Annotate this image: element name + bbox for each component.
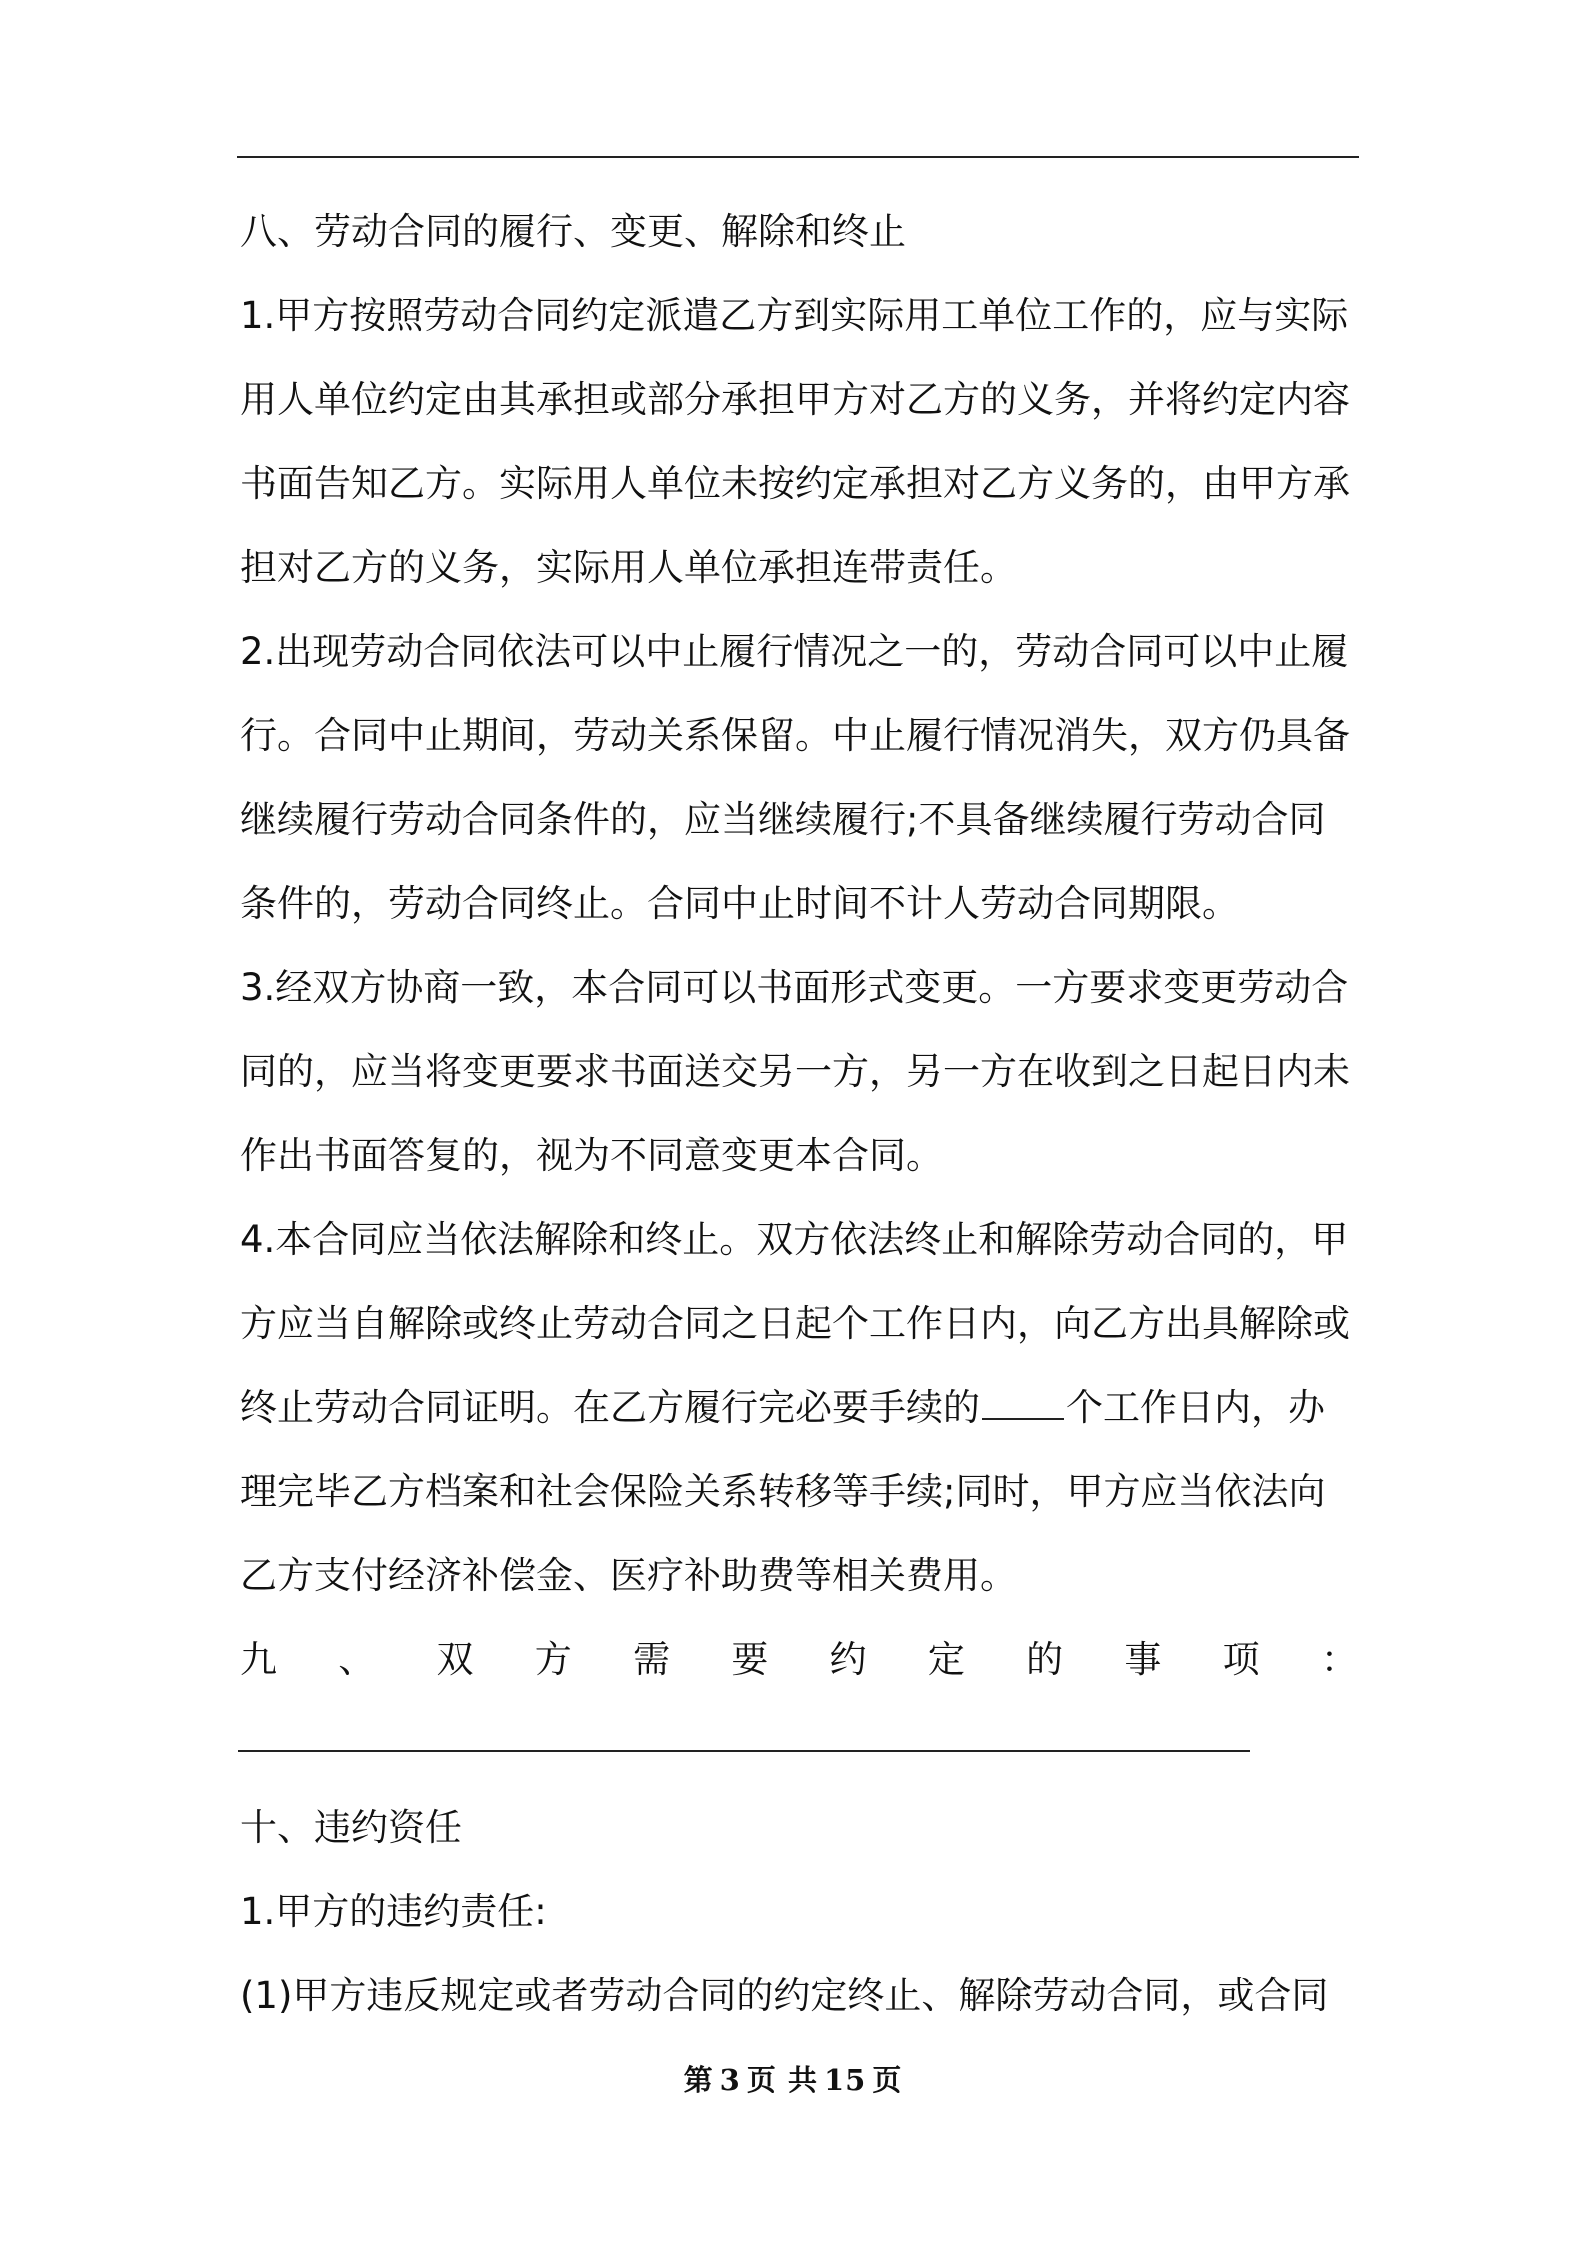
section-8-heading: 八、劳动合同的履行、变更、解除和终止 [240,210,906,253]
footer-suffix: 页 [872,2063,903,2097]
clause-8-2-line-2: 行。合同中止期间，劳动关系保留。中止履行情况消失，双方仍具备 [240,714,1350,757]
section-9-char: 方 [534,1638,572,1681]
blank-fill-line [982,1388,1064,1420]
clause-8-3-line-3: 作出书面答复的，视为不同意变更本合同。 [240,1134,943,1177]
section-9-char: 定 [927,1638,965,1681]
clause-8-2-line-4: 条件的，劳动合同终止。合同中止时间不计人劳动合同期限。 [240,882,1239,925]
clause-8-2-line-1: 2.出现劳动合同依法可以中止履行情况之一的，劳动合同可以中止履 [240,630,1349,673]
clause-10-1-1-line-1: (1)甲方违反规定或者劳动合同的约定终止、解除劳动合同，或合同 [240,1974,1329,2017]
clause-8-4-line-1: 4.本合同应当依法解除和终止。双方依法终止和解除劳动合同的，甲 [240,1218,1349,1261]
section-9-char: 事 [1124,1638,1162,1681]
section-9-char: 项 [1222,1638,1260,1681]
clause-10-1-title: 1.甲方的违约责任: [240,1890,547,1933]
clause-8-4-line-5: 乙方支付经济补偿金、医疗补助费等相关费用。 [240,1554,1017,1597]
page-footer [0,2058,1586,2099]
footer-middle: 页 共 [746,2063,818,2097]
clause-8-1-line-2: 用人单位约定由其承担或部分承担甲方对乙方的义务，并将约定内容 [240,378,1350,421]
header-rule [237,156,1359,158]
section-9-char: 要 [731,1638,769,1681]
section-9-char: 九 [240,1638,277,1681]
footer-total-pages: 15 [823,2063,867,2097]
clause-8-4-line-2: 方应当自解除或终止劳动合同之日起个工作日内，向乙方出具解除或 [240,1302,1350,1345]
clause-8-4-line-3-before: 终止劳动合同证明。在乙方履行完必要手续的 [240,1386,980,1429]
clause-8-4-line-4: 理完毕乙方档案和社会保险关系转移等手续;同时，甲方应当依法向 [240,1470,1326,1513]
clause-8-4-line-3 [240,1366,1358,1450]
footer-current-page: 3 [719,2063,741,2097]
document-body [240,190,1358,2038]
clause-8-1-line-1: 1.甲方按照劳动合同约定派遣乙方到实际用工单位工作的，应与实际 [240,294,1349,337]
section-9-heading [240,1618,1358,1702]
section-9-char: 、 [338,1638,376,1681]
section-10-heading: 十、违约资任 [240,1806,462,1849]
clause-8-4-line-3-after: 个工作日内，办 [1066,1386,1325,1429]
section-9-fill-line [240,1702,1358,1786]
clause-8-2-line-3: 继续履行劳动合同条件的，应当继续履行;不具备继续履行劳动合同 [240,798,1326,841]
clause-8-3-line-1: 3.经双方协商一致，本合同可以书面形式变更。一方要求变更劳动合 [240,966,1349,1009]
clause-8-3-line-2: 同的，应当将变更要求书面送交另一方，另一方在收到之日起日内未 [240,1050,1350,1093]
section-9-char: 的 [1026,1638,1064,1681]
section-9-char: 需 [633,1638,671,1681]
section-9-char: 约 [829,1638,867,1681]
clause-8-1-line-4: 担对乙方的义务，实际用人单位承担连带责任。 [240,546,1017,589]
clause-8-1-line-3: 书面告知乙方。实际用人单位未按约定承担对乙方义务的，由甲方承 [240,462,1350,505]
section-9-char: ： [1320,1638,1358,1681]
footer-prefix: 第 [683,2063,714,2097]
section-9-char: 双 [436,1638,474,1681]
